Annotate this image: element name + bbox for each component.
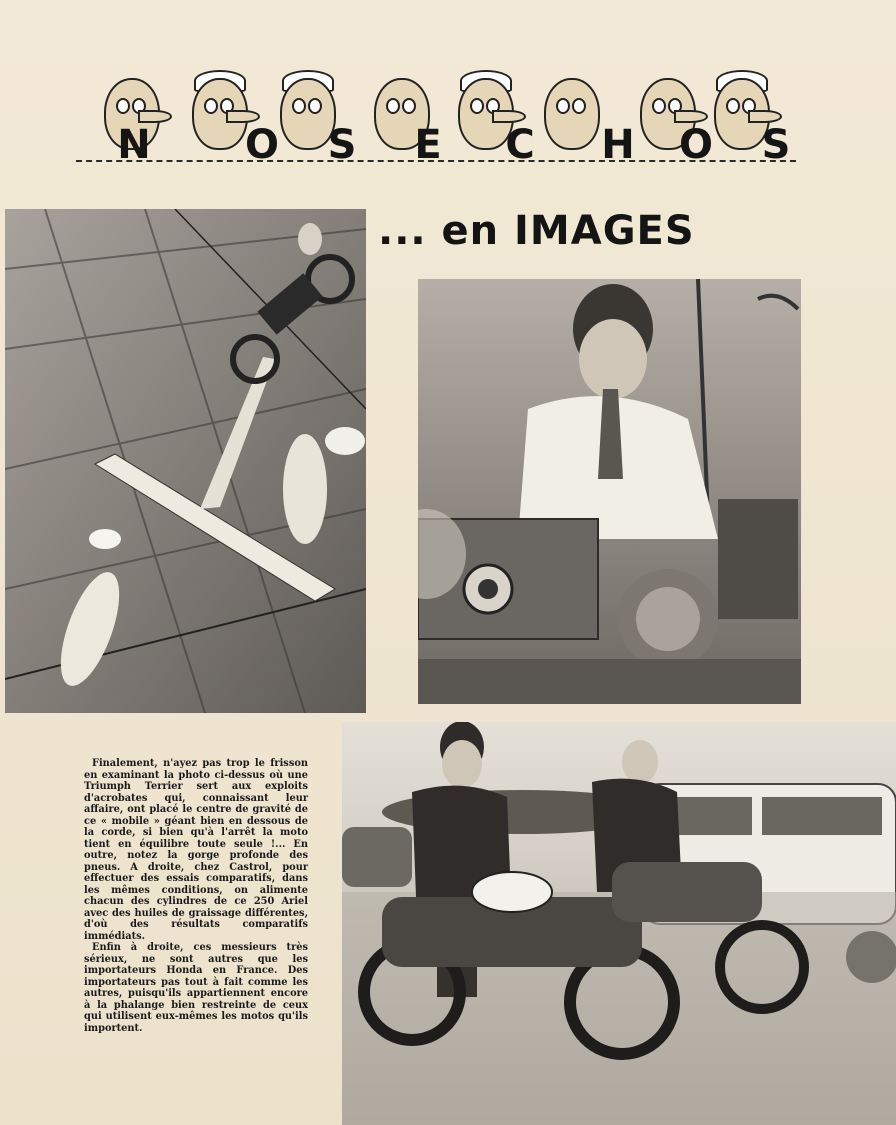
caricature-letter-8 — [706, 60, 791, 170]
page-title: ... en IMAGES — [378, 208, 695, 254]
caricature-letter-2 — [184, 60, 279, 170]
caption-paragraph-2: Enfin à droite, ces messieurs très sérieux, ne sont autres que les importateurs Honda en France. Des importateurs pas tout à fait comme les autres, puisqu'ils appartiennent encore à la phalange bien restreinte de ceux qui utilisent eux-mêmes les motos qu'ils importent. — [84, 942, 308, 1034]
caricature-letter-6 — [536, 60, 635, 170]
caricature-letter-5 — [450, 60, 535, 170]
photo-castrol-lab — [418, 279, 801, 704]
photo-honda-importers — [342, 722, 896, 1125]
header-letter: S — [327, 122, 357, 168]
caricature-letter-7 — [632, 60, 713, 170]
header-letter: N — [117, 122, 151, 168]
header-letter: E — [414, 122, 442, 168]
header-letter: S — [761, 122, 791, 168]
header-letter: O — [244, 122, 279, 168]
caricature-letter-3 — [272, 60, 357, 170]
article-caption — [84, 758, 308, 1034]
photo-acrobats — [5, 209, 366, 713]
header-letter: C — [505, 122, 535, 168]
caricature-letter-4 — [366, 60, 442, 170]
caption-paragraph-1: Finalement, n'ayez pas trop le frisson en examinant la photo ci-dessus où une Triumph Terrier sert aux exploits d'acrobates qui, connaissant leur affaire, ont placé le centre de gravité de ce « mobile » géant bien en dessous de la corde, si bien qu'à l'arrêt la moto tient en équilibre toute seule !... En outre, notez la gorge profonde des pneus. A droite, chez Castrol, pour effectuer des essais comparatifs, dans les mêmes conditions, on alimente chacun des cylindres de ce 250 Ariel avec des huiles de graissage différentes, d'où des résultats comparatifs immédiats. — [84, 758, 308, 942]
header-letter: O — [678, 122, 713, 168]
caricature-letter-1 — [96, 60, 166, 170]
header-nos-echos — [66, 60, 796, 185]
header-letter: H — [601, 122, 635, 168]
